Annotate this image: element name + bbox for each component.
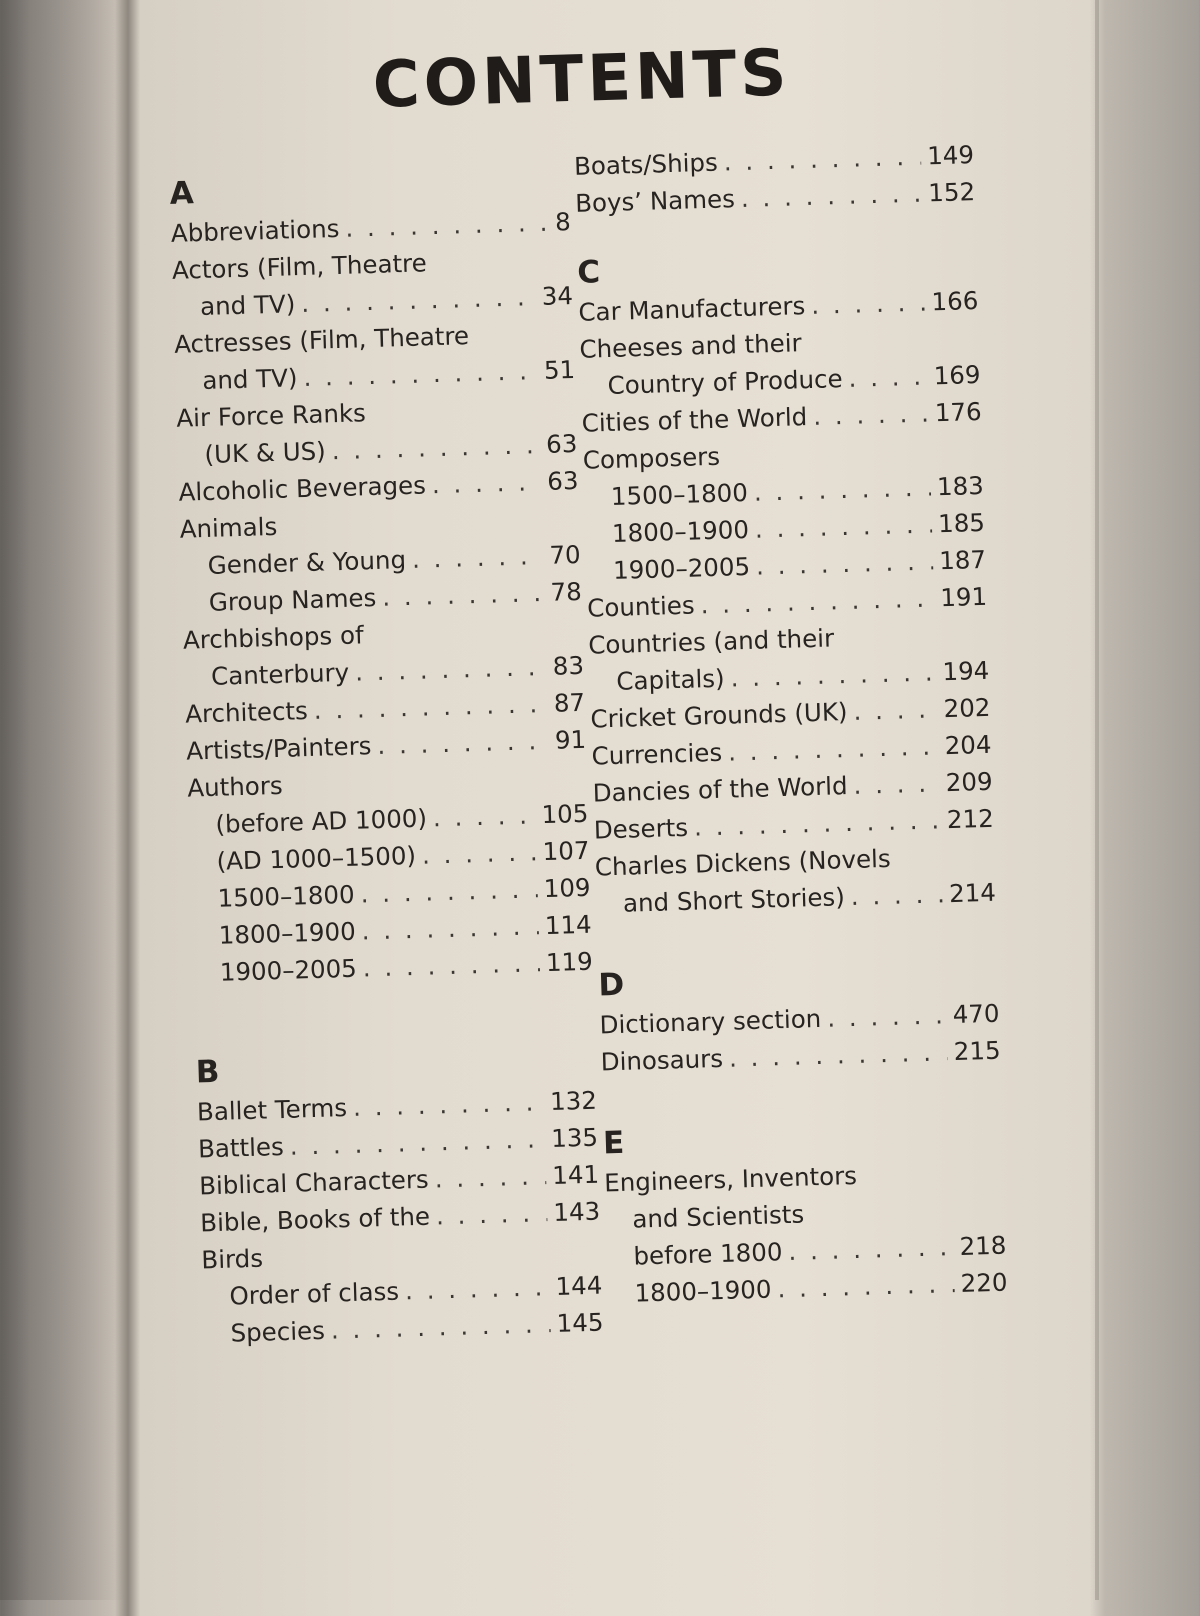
entry-label: Archbishops of bbox=[182, 620, 365, 655]
entry-label: Architects bbox=[184, 696, 309, 729]
entry-label: Biblical Characters bbox=[198, 1164, 430, 1201]
entry-label: Order of class bbox=[229, 1276, 400, 1311]
page-number: 91 bbox=[554, 724, 587, 755]
entry-label: (before AD 1000) bbox=[215, 803, 428, 839]
page-number: 218 bbox=[959, 1230, 1007, 1261]
entry-label: Birds bbox=[200, 1243, 264, 1275]
page-title: CONTENTS bbox=[371, 36, 792, 123]
entry-label: and TV) bbox=[201, 363, 298, 396]
page-number: 212 bbox=[946, 803, 995, 835]
entry-label: 1500–1800 bbox=[217, 879, 356, 913]
page-number: 194 bbox=[942, 655, 990, 687]
entry-label: 1800–1900 bbox=[634, 1274, 772, 1308]
page-number: 83 bbox=[552, 650, 585, 681]
page-number: 109 bbox=[543, 872, 591, 904]
page-number: 183 bbox=[936, 470, 985, 502]
entry-label: Actors (Film, Theatre bbox=[171, 248, 428, 285]
page-number: 78 bbox=[550, 576, 583, 607]
entry-label: Boats/Ships bbox=[573, 147, 719, 181]
page-number: 51 bbox=[543, 354, 576, 385]
entry-label: and TV) bbox=[199, 289, 296, 322]
page-number: 114 bbox=[544, 909, 593, 941]
entry-label: Gender & Young bbox=[207, 545, 407, 580]
page-number: 135 bbox=[550, 1122, 599, 1154]
entry-label: and Short Stories) bbox=[622, 882, 846, 918]
entry-label: Group Names bbox=[208, 582, 377, 617]
page-number: 176 bbox=[934, 396, 983, 428]
entry-label: Currencies bbox=[591, 737, 723, 771]
page-number: 119 bbox=[545, 946, 594, 978]
page-number: 8 bbox=[554, 207, 572, 237]
section-letter-a: A bbox=[169, 175, 195, 212]
entry-label: Charles Dickens (Novels bbox=[594, 843, 892, 882]
entry-label: Engineers, Inventors bbox=[603, 1160, 858, 1198]
entry-label: 1900–2005 bbox=[219, 953, 358, 987]
section-letter-e: E bbox=[602, 1124, 625, 1162]
entry-label: 1900–2005 bbox=[612, 551, 751, 585]
page-number: 63 bbox=[546, 465, 579, 496]
book-page bbox=[99, 0, 1126, 1616]
page-number: 187 bbox=[938, 544, 987, 576]
entry-label: Animals bbox=[179, 511, 278, 544]
page-number: 204 bbox=[944, 729, 992, 761]
page-number: 166 bbox=[931, 285, 979, 317]
entry-label: Composers bbox=[582, 441, 721, 475]
page-number: 169 bbox=[933, 359, 981, 391]
page-number: 202 bbox=[943, 692, 991, 724]
entry-label: Dinosaurs bbox=[600, 1043, 724, 1077]
entry-label: 1800–1900 bbox=[218, 916, 357, 950]
entry-label: Authors bbox=[186, 770, 284, 803]
entry-label: Dictionary section bbox=[599, 1003, 822, 1040]
contents-column-left bbox=[169, 153, 604, 1352]
entry-label: 1800–1900 bbox=[611, 514, 750, 548]
page-number: 34 bbox=[541, 281, 574, 311]
page-number: 145 bbox=[556, 1307, 604, 1338]
page-number: 220 bbox=[960, 1267, 1008, 1298]
section-letter-d: D bbox=[597, 966, 625, 1004]
entry-label: Battles bbox=[197, 1131, 285, 1164]
entry-label: Cheeses and their bbox=[579, 328, 803, 364]
entry-label: Cities of the World bbox=[581, 402, 808, 438]
entry-label: Alcoholic Beverages bbox=[178, 470, 427, 507]
page-number: 132 bbox=[549, 1085, 598, 1117]
entry-label: Car Manufacturers bbox=[578, 291, 806, 327]
entry-label: Ballet Terms bbox=[196, 1093, 348, 1127]
entry-label: and Scientists bbox=[631, 1199, 805, 1234]
entry-label: before 1800 bbox=[633, 1237, 783, 1271]
entry-label: Artists/Painters bbox=[185, 731, 372, 766]
page-number: 107 bbox=[542, 835, 590, 867]
page-number: 215 bbox=[953, 1035, 1001, 1067]
entry-label: Deserts bbox=[593, 812, 689, 845]
entry-label: Air Force Ranks bbox=[175, 398, 367, 433]
section-letter-b: B bbox=[195, 1053, 221, 1091]
entry-label: 1500–1800 bbox=[610, 477, 749, 511]
entry-label: Cricket Grounds (UK) bbox=[590, 697, 848, 734]
entry-label: Capitals) bbox=[615, 663, 726, 696]
entry-label: Actresses (Film, Theatre bbox=[173, 321, 470, 359]
page-number: 87 bbox=[553, 687, 586, 718]
page-number: 209 bbox=[945, 766, 993, 798]
page-number: 63 bbox=[545, 428, 578, 459]
entry-label: Counties bbox=[586, 590, 696, 623]
page-number: 143 bbox=[552, 1196, 601, 1227]
entry-label: Dancies of the World bbox=[592, 771, 848, 808]
page-number: 141 bbox=[551, 1159, 600, 1190]
entry-label: Abbreviations bbox=[170, 213, 340, 248]
entry-label: (UK & US) bbox=[204, 436, 327, 469]
page-number: 149 bbox=[926, 140, 975, 171]
page-number: 144 bbox=[555, 1270, 603, 1301]
page-number: 185 bbox=[937, 507, 986, 539]
contents-column-right bbox=[574, 136, 1008, 1312]
section-letter-c: C bbox=[576, 254, 601, 291]
entry-label: Bible, Books of the bbox=[199, 1201, 431, 1238]
page-number: 70 bbox=[549, 539, 582, 570]
entry-label: Countries (and their bbox=[587, 623, 835, 660]
entry-label: Boys’ Names bbox=[574, 184, 736, 218]
page-number: 470 bbox=[952, 998, 1000, 1030]
page-number: 152 bbox=[927, 177, 976, 208]
entry-label: Country of Produce bbox=[607, 364, 843, 401]
page-number: 105 bbox=[541, 798, 589, 830]
entry-label: Species bbox=[230, 1315, 326, 1348]
entry-label: (AD 1000–1500) bbox=[216, 840, 417, 876]
page-number: 214 bbox=[948, 877, 997, 909]
page-number: 191 bbox=[939, 581, 988, 613]
entry-label: Canterbury bbox=[210, 657, 350, 691]
